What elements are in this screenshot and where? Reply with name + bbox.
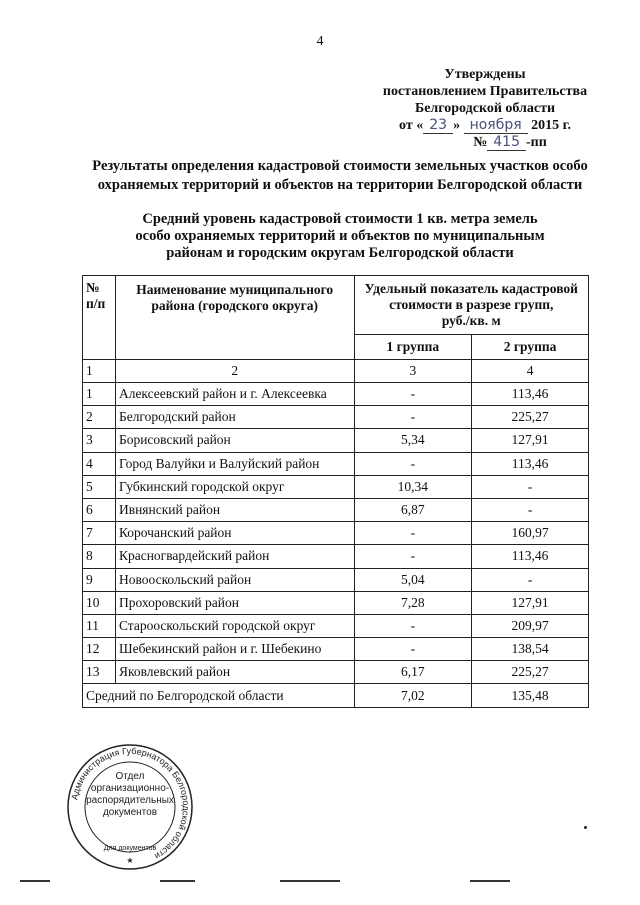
table-row [83, 661, 589, 684]
approval-line-1: Утверждены [444, 67, 526, 82]
document-title [60, 157, 620, 195]
table-row [83, 591, 589, 614]
row-group-1: - [354, 406, 472, 429]
header-district-line-1: Наименование муниципального [136, 282, 334, 297]
header-district-line-2: района (городского округа) [151, 298, 319, 313]
row-group-1: 7,28 [354, 591, 472, 614]
row-district: Белгородский район [115, 406, 354, 429]
number-suffix: -пп [526, 135, 547, 150]
row-group-2: 225,27 [472, 661, 589, 684]
row-group-2: 138,54 [472, 638, 589, 661]
column-number-2: 2 [115, 360, 354, 383]
header-value-line-3: руб./кв. м [441, 313, 501, 328]
table-row [83, 475, 589, 498]
stamp-bottom-text: Для документов [103, 845, 157, 852]
row-district: Борисовский район [115, 429, 354, 452]
row-group-1: - [354, 383, 472, 406]
row-group-1: 5,04 [354, 568, 472, 591]
row-group-1: 6,87 [354, 498, 472, 521]
row-number: 11 [83, 614, 116, 637]
row-group-2: - [472, 498, 589, 521]
approval-date [370, 117, 600, 134]
row-district: Прохоровский район [115, 591, 354, 614]
row-number: 10 [83, 591, 116, 614]
row-group-2: 225,27 [472, 406, 589, 429]
title-line-1: Результаты определения кадастровой стоимости земельных участков особо [92, 158, 588, 174]
column-number-row [83, 360, 589, 383]
row-group-2: 127,91 [472, 591, 589, 614]
scan-artifact [20, 880, 50, 882]
table-row [83, 406, 589, 429]
row-number: 12 [83, 638, 116, 661]
row-group-2: 113,46 [472, 452, 589, 475]
stamp-line-3: распорядительных [86, 795, 174, 806]
row-number: 1 [83, 383, 116, 406]
subtitle-line-1: Средний уровень кадастровой стоимости 1 кв. метра земель [142, 211, 538, 227]
row-group-2: - [472, 568, 589, 591]
row-group-2: 113,46 [472, 545, 589, 568]
header-number-line-1: № [86, 280, 100, 295]
stamp-line-1: Отдел [115, 771, 145, 782]
approval-number [370, 134, 600, 151]
row-group-2: 160,97 [472, 522, 589, 545]
date-day: 23 [423, 117, 453, 134]
table-row [83, 614, 589, 637]
scan-artifact [160, 880, 195, 882]
row-group-1: - [354, 614, 472, 637]
row-group-1: - [354, 522, 472, 545]
date-year: 2015 г. [531, 118, 571, 133]
table-row [83, 638, 589, 661]
header-group-1: 1 группа [354, 335, 472, 360]
header-number [83, 276, 116, 360]
row-district: Яковлевский район [115, 661, 354, 684]
row-district: Новооскольский район [115, 568, 354, 591]
table-total-row [83, 684, 589, 707]
column-number-1: 1 [83, 360, 116, 383]
row-group-1: 5,34 [354, 429, 472, 452]
column-number-4: 4 [472, 360, 589, 383]
header-district [115, 276, 354, 360]
row-group-1: 10,34 [354, 475, 472, 498]
row-district: Алексеевский район и г. Алексеевка [115, 383, 354, 406]
row-district: Красногвардейский район [115, 545, 354, 568]
header-group-2: 2 группа [472, 335, 589, 360]
header-value-line-2: стоимости в разрезе групп, [389, 297, 554, 312]
stamp-center-text [75, 771, 185, 819]
row-number: 4 [83, 452, 116, 475]
scan-artifact [470, 880, 510, 882]
row-number: 8 [83, 545, 116, 568]
row-group-2: - [472, 475, 589, 498]
column-number-3: 3 [354, 360, 472, 383]
scan-artifact [280, 880, 340, 882]
row-group-1: 6,17 [354, 661, 472, 684]
title-line-2: охраняемых территорий и объектов на территории Белгородской области [97, 177, 583, 193]
row-number: 7 [83, 522, 116, 545]
row-number: 13 [83, 661, 116, 684]
date-month: ноября [464, 117, 528, 134]
row-district: Шебекинский район и г. Шебекино [115, 638, 354, 661]
row-district: Корочанский район [115, 522, 354, 545]
total-group-1: 7,02 [354, 684, 472, 707]
row-number: 3 [83, 429, 116, 452]
stamp-line-4: документов [102, 807, 158, 818]
stamp-line-2: организационно- [90, 783, 170, 794]
row-district: Губкинский городской округ [115, 475, 354, 498]
header-number-line-2: п/п [86, 296, 106, 311]
table-row [83, 452, 589, 475]
star-icon: ★ [126, 856, 134, 865]
table-row [83, 522, 589, 545]
table-row [83, 383, 589, 406]
row-district: Ивнянский район [115, 498, 354, 521]
scan-mark [584, 826, 587, 829]
total-group-2: 135,48 [472, 684, 589, 707]
row-group-1: - [354, 452, 472, 475]
table-row [83, 568, 589, 591]
row-number: 9 [83, 568, 116, 591]
header-value [354, 276, 589, 335]
subtitle-line-2: особо охраняемых территорий и объектов по муниципальным [135, 228, 545, 244]
cadastral-value-table [82, 275, 589, 708]
header-value-line-1: Удельный показатель кадастровой [364, 281, 578, 296]
row-group-2: 127,91 [472, 429, 589, 452]
table-row [83, 498, 589, 521]
row-number: 5 [83, 475, 116, 498]
approval-line-3: Белгородской области [414, 101, 556, 116]
approval-line-2: постановлением Правительства [382, 84, 588, 99]
number-value: 415 [487, 134, 526, 151]
date-prefix: от « [399, 118, 424, 133]
stamp-ring-textpath: Администрация Губернатора Белгородской области [69, 745, 192, 862]
row-number: 6 [83, 498, 116, 521]
row-district: Старооскольский городской округ [115, 614, 354, 637]
date-mid: » [453, 118, 461, 133]
row-number: 2 [83, 406, 116, 429]
table-title [100, 211, 580, 262]
number-prefix: № [473, 135, 488, 150]
table-row [83, 429, 589, 452]
row-group-1: - [354, 638, 472, 661]
page-number: 4 [316, 34, 324, 49]
row-group-1: - [354, 545, 472, 568]
table-row [83, 545, 589, 568]
row-group-2: 209,97 [472, 614, 589, 637]
row-district: Город Валуйки и Валуйский район [115, 452, 354, 475]
total-label: Средний по Белгородской области [83, 684, 355, 707]
approval-block [370, 66, 600, 151]
row-group-2: 113,46 [472, 383, 589, 406]
subtitle-line-3: районам и городским округам Белгородской области [166, 245, 514, 261]
table-header-row [83, 276, 589, 335]
